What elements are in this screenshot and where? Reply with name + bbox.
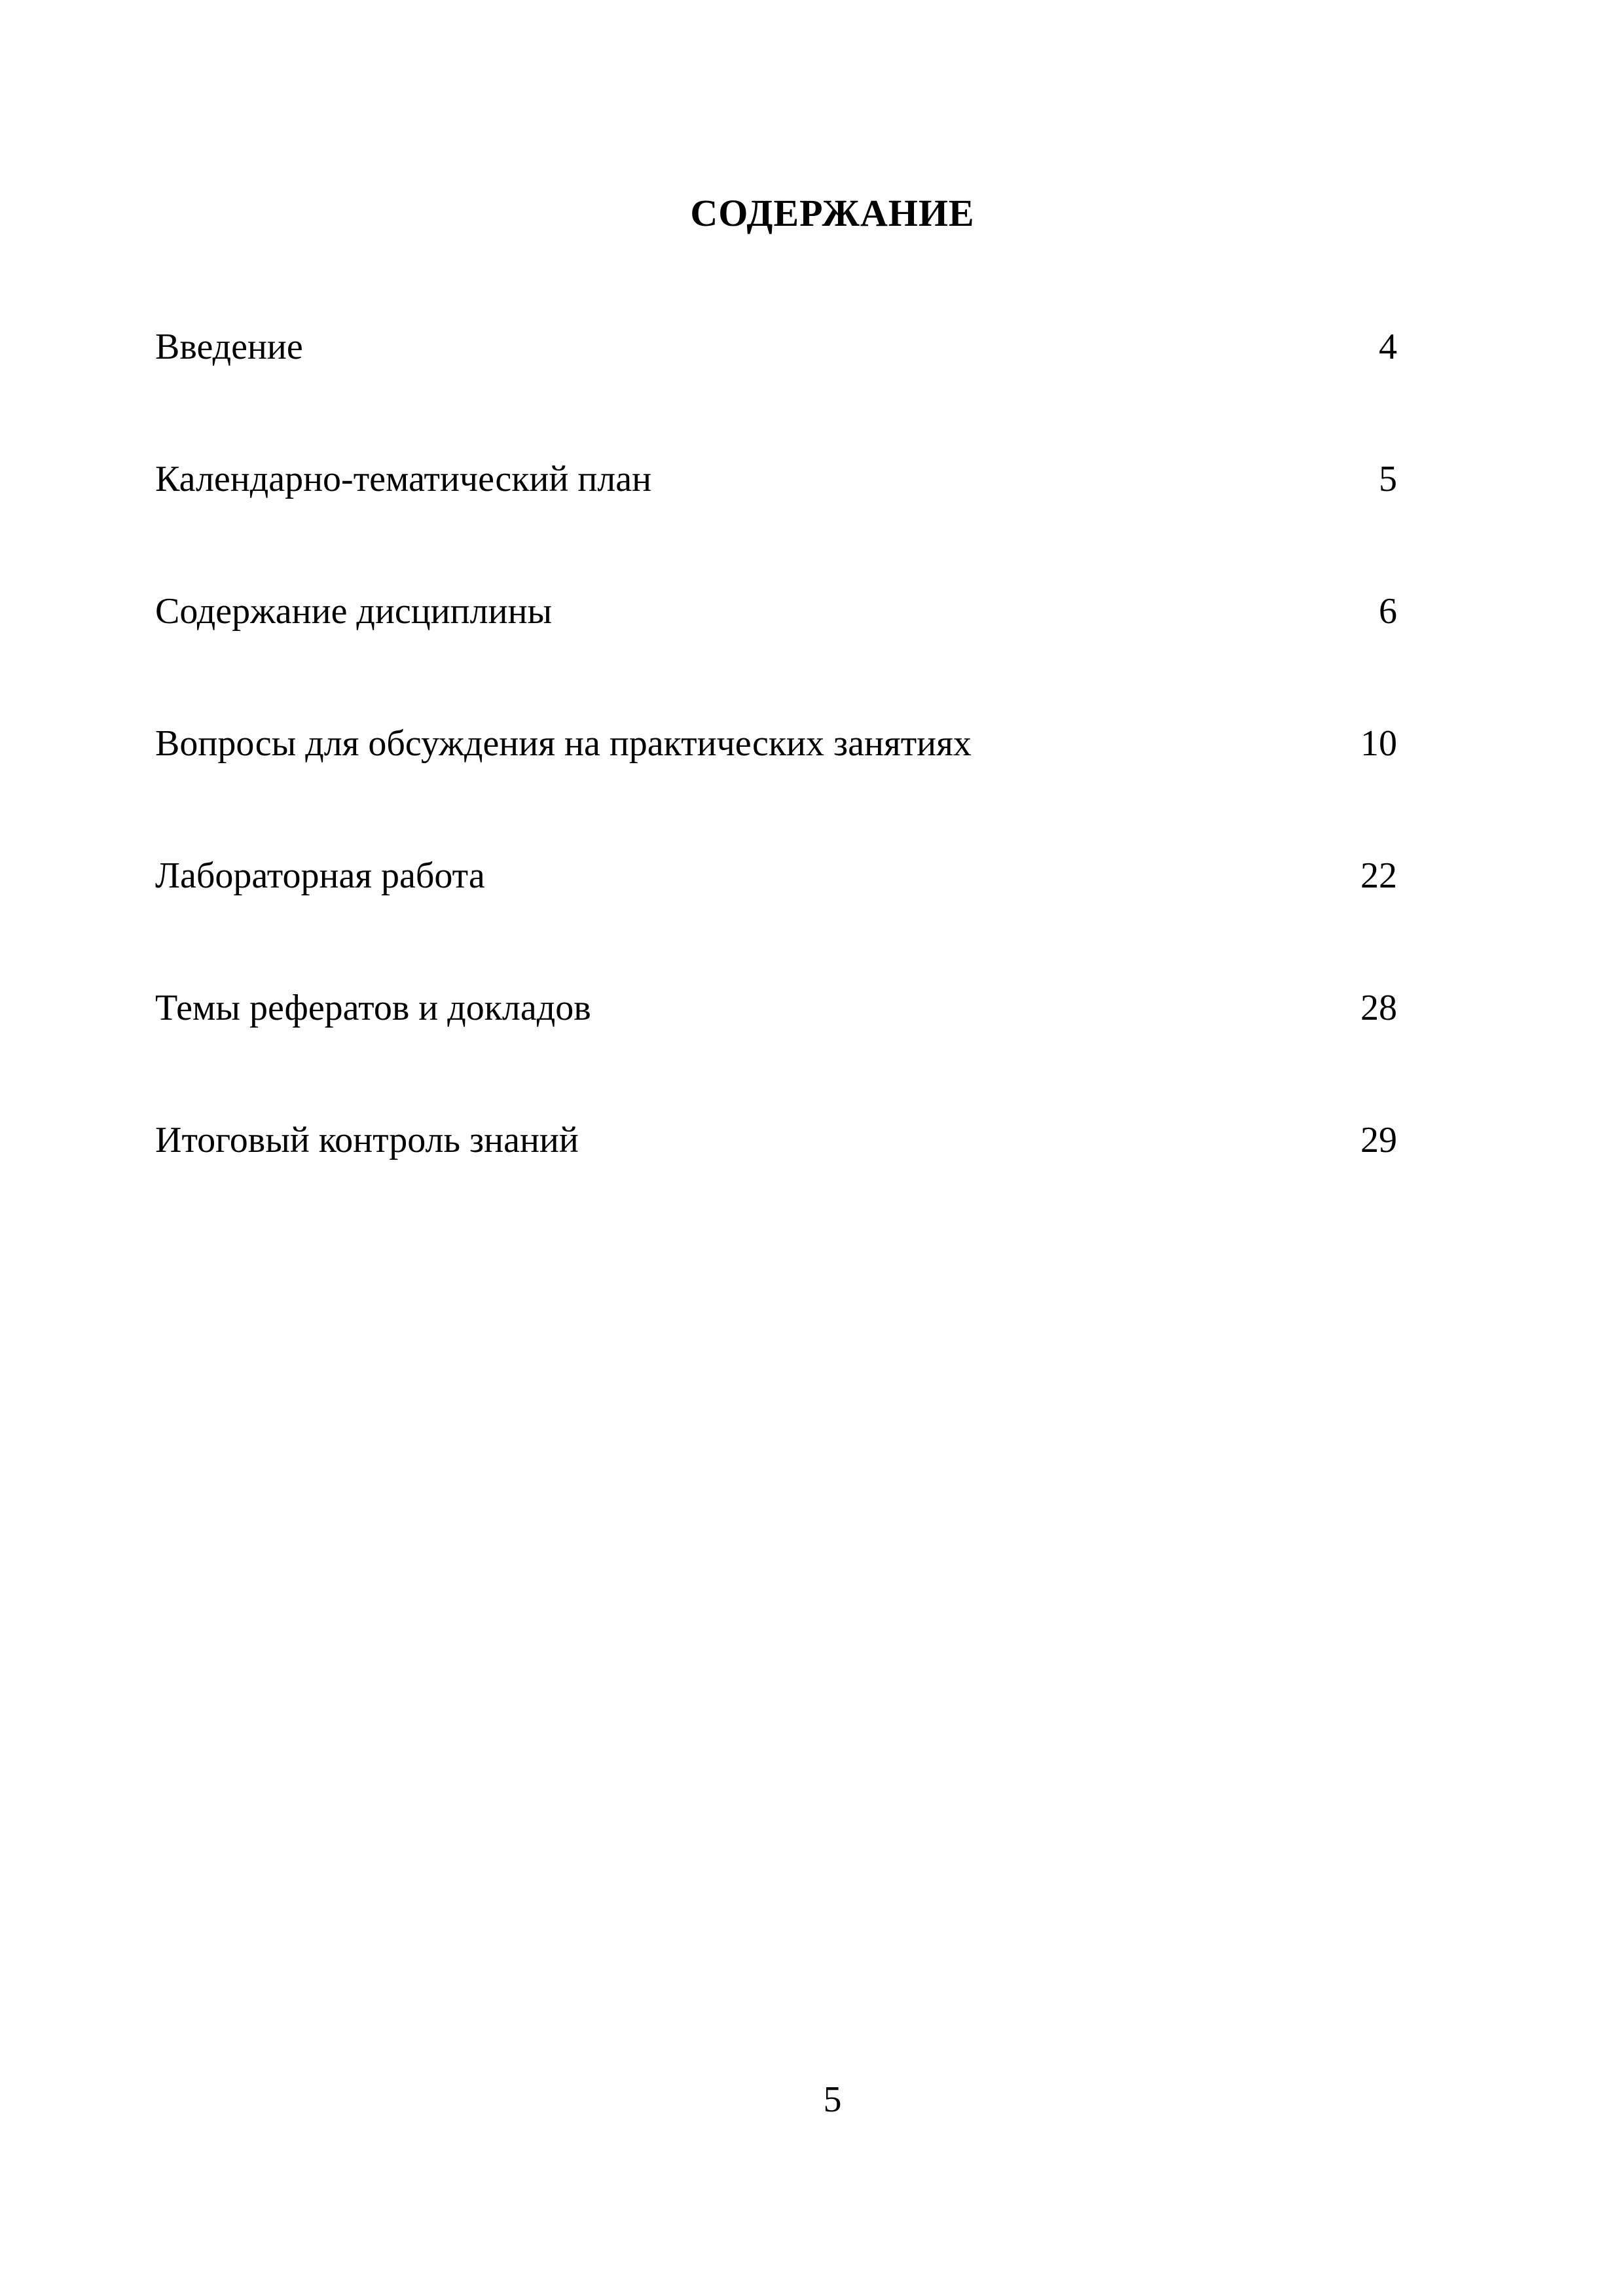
toc-entry-label: Итоговый контроль знаний: [155, 1120, 579, 1160]
toc-entry-page: 28: [1360, 988, 1397, 1028]
table-of-contents: [155, 323, 1397, 1249]
toc-entry-calendar-plan[interactable]: [155, 456, 1397, 588]
toc-entry-final-assessment[interactable]: [155, 1117, 1397, 1249]
toc-entry-essay-topics[interactable]: [155, 984, 1397, 1117]
toc-entry-page: 29: [1360, 1120, 1397, 1160]
toc-entry-page: 5: [1379, 459, 1397, 499]
toc-entry-introduction[interactable]: [155, 323, 1397, 456]
toc-entry-course-content[interactable]: [155, 588, 1397, 720]
toc-entry-page: 10: [1360, 723, 1397, 764]
page-title: СОДЕРЖАНИЕ: [690, 192, 975, 234]
toc-entry-page: 6: [1379, 591, 1397, 632]
toc-entry-label: Введение: [155, 327, 303, 367]
toc-entry-page: 4: [1379, 327, 1397, 367]
toc-entry-label: Темы рефератов и докладов: [155, 988, 591, 1028]
page-number: 5: [823, 2079, 842, 2120]
toc-entry-discussion-questions[interactable]: [155, 720, 1397, 852]
toc-entry-page: 22: [1360, 855, 1397, 896]
toc-entry-label: Содержание дисциплины: [155, 591, 553, 632]
toc-entry-label: Вопросы для обсуждения на практических занятиях: [155, 723, 972, 764]
toc-entry-lab-work[interactable]: [155, 852, 1397, 984]
toc-entry-label: Календарно-тематический план: [155, 459, 652, 499]
toc-entry-label: Лабораторная работа: [155, 855, 485, 896]
